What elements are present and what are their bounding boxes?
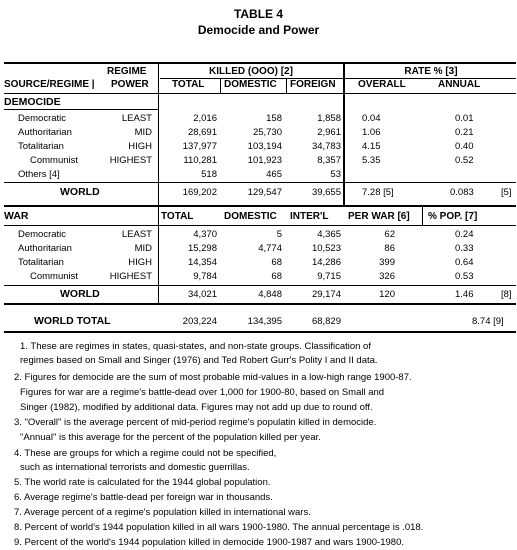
- democide-row-total: 137,977: [182, 141, 217, 152]
- democide-row-domestic: 25,730: [252, 127, 282, 138]
- democide-world-total: 169,202: [182, 187, 217, 198]
- footnote-line: "Annual" is this average for the percent of the population killed per year.: [20, 432, 321, 443]
- democide-row-power: HIGH: [128, 141, 152, 152]
- democide-row-total: 518: [201, 169, 217, 180]
- col-divider-domestic: [220, 78, 221, 94]
- header-overall: OVERALL: [358, 79, 406, 90]
- war-row-total: 14,354: [187, 257, 217, 268]
- header-regime: REGIME: [107, 66, 147, 77]
- democide-world-foreign: 39,655: [311, 187, 341, 198]
- table-number: TABLE 4: [233, 7, 284, 21]
- war-row-label: Democratic: [18, 229, 67, 240]
- war-row-pop: 0.33: [455, 243, 474, 254]
- header-bottom-rule: [4, 93, 516, 94]
- war-world-total: 34,021: [187, 289, 217, 300]
- democide-row-overall: 5.35: [362, 155, 381, 166]
- democide-row-total: 2,016: [193, 113, 217, 124]
- header-power: POWER: [111, 79, 149, 90]
- democide-world-label: WORLD: [60, 186, 100, 198]
- war-row-intl: 14,286: [311, 257, 341, 268]
- democide-row-foreign: 34,783: [311, 141, 341, 152]
- war-row-perwar: 86: [384, 243, 395, 254]
- header-killed: KILLED (OOO) [2]: [209, 66, 293, 77]
- header-domestic: DOMESTIC: [224, 79, 277, 90]
- header-total: TOTAL: [172, 79, 205, 90]
- footnote-line: 8. Percent of world's 1944 population killed in all wars 1900-1980. The annual percentage is .018.: [14, 522, 424, 533]
- democide-row-overall: 4.15: [362, 141, 381, 152]
- header-annual: ANNUAL: [438, 79, 481, 90]
- democide-world-annual: 0.083: [450, 187, 474, 198]
- democide-row-power: LEAST: [121, 113, 152, 124]
- democide-underline: [4, 109, 158, 110]
- democide-row-total: 28,691: [187, 127, 217, 138]
- war-world-domestic: 4,848: [258, 289, 282, 300]
- footnote-line: 3. "Overall" is the average percent of mid-period regime's populatin killed in democide.: [14, 417, 377, 428]
- democide-row-overall: 0.04: [362, 113, 381, 124]
- democide-row-power: HIGHEST: [109, 155, 152, 166]
- democide-row-label: Totalitarian: [18, 141, 64, 152]
- footnote-line: 1. These are regimes in states, quasi-states, and non-state groups. Classification of: [20, 341, 371, 352]
- war-world-note: [8]: [501, 289, 512, 300]
- header-source-regime: SOURCE/REGIME |: [4, 79, 95, 90]
- world-total-foreign: 68,829: [311, 316, 341, 327]
- war-header-total: TOTAL: [161, 211, 194, 222]
- war-row-domestic: 68: [271, 257, 282, 268]
- war-world-label: WORLD: [60, 288, 100, 300]
- war-row-label: Communist: [30, 271, 79, 282]
- war-row-domestic: 5: [276, 229, 282, 240]
- header-rate: RATE % [3]: [404, 66, 458, 77]
- democide-row-label: Others [4]: [18, 169, 60, 180]
- war-row-power: HIGHEST: [109, 271, 152, 282]
- democide-world-note: [5]: [501, 187, 512, 198]
- col-divider-power: [158, 62, 159, 207]
- democide-row-label: Democratic: [18, 113, 67, 124]
- democide-row-domestic: 158: [266, 113, 282, 124]
- war-row-intl: 9,715: [317, 271, 341, 282]
- footnote-line: 6. Average regime's battle-dead per foreign war in thousands.: [14, 492, 273, 503]
- democide-row-foreign: 2,961: [317, 127, 341, 138]
- header-foreign: FOREIGN: [290, 79, 336, 90]
- democide-row-label: Authoritarian: [18, 127, 72, 138]
- war-row-label: Authoritarian: [18, 243, 72, 254]
- democide-row-annual: 0.52: [455, 155, 474, 166]
- footnote-line: regimes based on Small and Singer (1976) and Ted Robert Gurr's Polity I and II data.: [20, 355, 378, 366]
- war-header-intl: INTER'L: [290, 211, 329, 222]
- section-war: WAR: [4, 210, 29, 222]
- war-row-power: HIGH: [128, 257, 152, 268]
- war-row-label: Totalitarian: [18, 257, 64, 268]
- war-row-pop: 0.64: [455, 257, 474, 268]
- war-row-power: LEAST: [121, 229, 152, 240]
- war-world-perwar: 120: [379, 289, 395, 300]
- democide-row-overall: 1.06: [362, 127, 381, 138]
- footnote-line: 4. These are groups for which a regime could not be specified,: [14, 448, 277, 459]
- war-row-pop: 0.53: [455, 271, 474, 282]
- democide-row-annual: 0.21: [455, 127, 474, 138]
- footnote-line: Singer (1982), modified by additional data. Figures may not add up due to round off.: [20, 402, 373, 413]
- col-divider-foreign: [286, 78, 287, 94]
- democide-row-label: Communist: [30, 155, 79, 166]
- world-total-rate: 8.74 [9]: [472, 316, 504, 327]
- democide-row-power: MID: [134, 127, 152, 138]
- world-total-total: 203,224: [182, 316, 217, 327]
- war-header-rule: [4, 225, 516, 226]
- democide-row-annual: 0.01: [455, 113, 474, 124]
- war-row-perwar: 62: [384, 229, 395, 240]
- war-header-perwar: PER WAR [6]: [348, 211, 410, 222]
- section-democide: DEMOCIDE: [4, 96, 61, 108]
- war-world-pop: 1.46: [455, 289, 474, 300]
- war-row-total: 9,784: [193, 271, 217, 282]
- democide-row-domestic: 103,194: [247, 141, 282, 152]
- world-total-domestic: 134,395: [247, 316, 282, 327]
- war-row-total: 4,370: [193, 229, 217, 240]
- war-row-domestic: 4,774: [258, 243, 282, 254]
- footnote-line: 7. Average percent of a regime's population killed in international wars.: [14, 507, 311, 518]
- footnote-line: such as international terrorists and domestic guerrillas.: [20, 462, 250, 473]
- war-row-intl: 4,365: [317, 229, 341, 240]
- footnotes-top-rule: [4, 331, 516, 333]
- war-row-perwar: 399: [379, 257, 395, 268]
- democide-world-rule: [4, 182, 516, 183]
- democide-world-overall: 7.28 [5]: [362, 187, 394, 198]
- footnote-line: 9. Percent of the world's 1944 population killed in democide 1900-1987 and wars 1900-1980.: [14, 537, 404, 548]
- war-row-perwar: 326: [379, 271, 395, 282]
- footnote-line: 5. The world rate is calculated for the 1944 global population.: [14, 477, 271, 488]
- war-col-divider-pop: [422, 205, 423, 225]
- war-row-power: MID: [134, 243, 152, 254]
- democide-row-foreign: 53: [330, 169, 341, 180]
- header-top-rule: [4, 62, 516, 64]
- war-row-total: 15,298: [187, 243, 217, 254]
- footnote-line: 2. Figures for democide are the sum of most probable mid-values in a low-high range 1900-87.: [14, 372, 412, 383]
- democide-row-foreign: 1,858: [317, 113, 341, 124]
- democide-row-annual: 0.40: [455, 141, 474, 152]
- world-total-top-rule: [4, 303, 516, 305]
- war-top-rule: [4, 205, 516, 207]
- democide-world-domestic: 129,547: [247, 187, 282, 198]
- war-world-intl: 29,174: [311, 289, 341, 300]
- war-row-domestic: 68: [271, 271, 282, 282]
- world-total-label: WORLD TOTAL: [34, 315, 111, 327]
- col-divider-rate: [343, 62, 345, 207]
- war-row-pop: 0.24: [455, 229, 474, 240]
- democide-row-domestic: 465: [266, 169, 282, 180]
- war-col-divider-power: [158, 205, 159, 303]
- war-row-intl: 10,523: [311, 243, 341, 254]
- democide-row-total: 110,281: [183, 155, 217, 166]
- democide-row-foreign: 8,357: [317, 155, 341, 166]
- war-header-domestic: DOMESTIC: [224, 211, 277, 222]
- footnote-line: Figures for war are a regime's battle-dead over 1,000 for 1900-80, based on Small and: [20, 387, 385, 398]
- war-world-rule: [4, 285, 516, 286]
- war-header-pop: % POP. [7]: [428, 211, 478, 222]
- democide-row-domestic: 101,923: [247, 155, 282, 166]
- table-title: Democide and Power: [197, 23, 320, 37]
